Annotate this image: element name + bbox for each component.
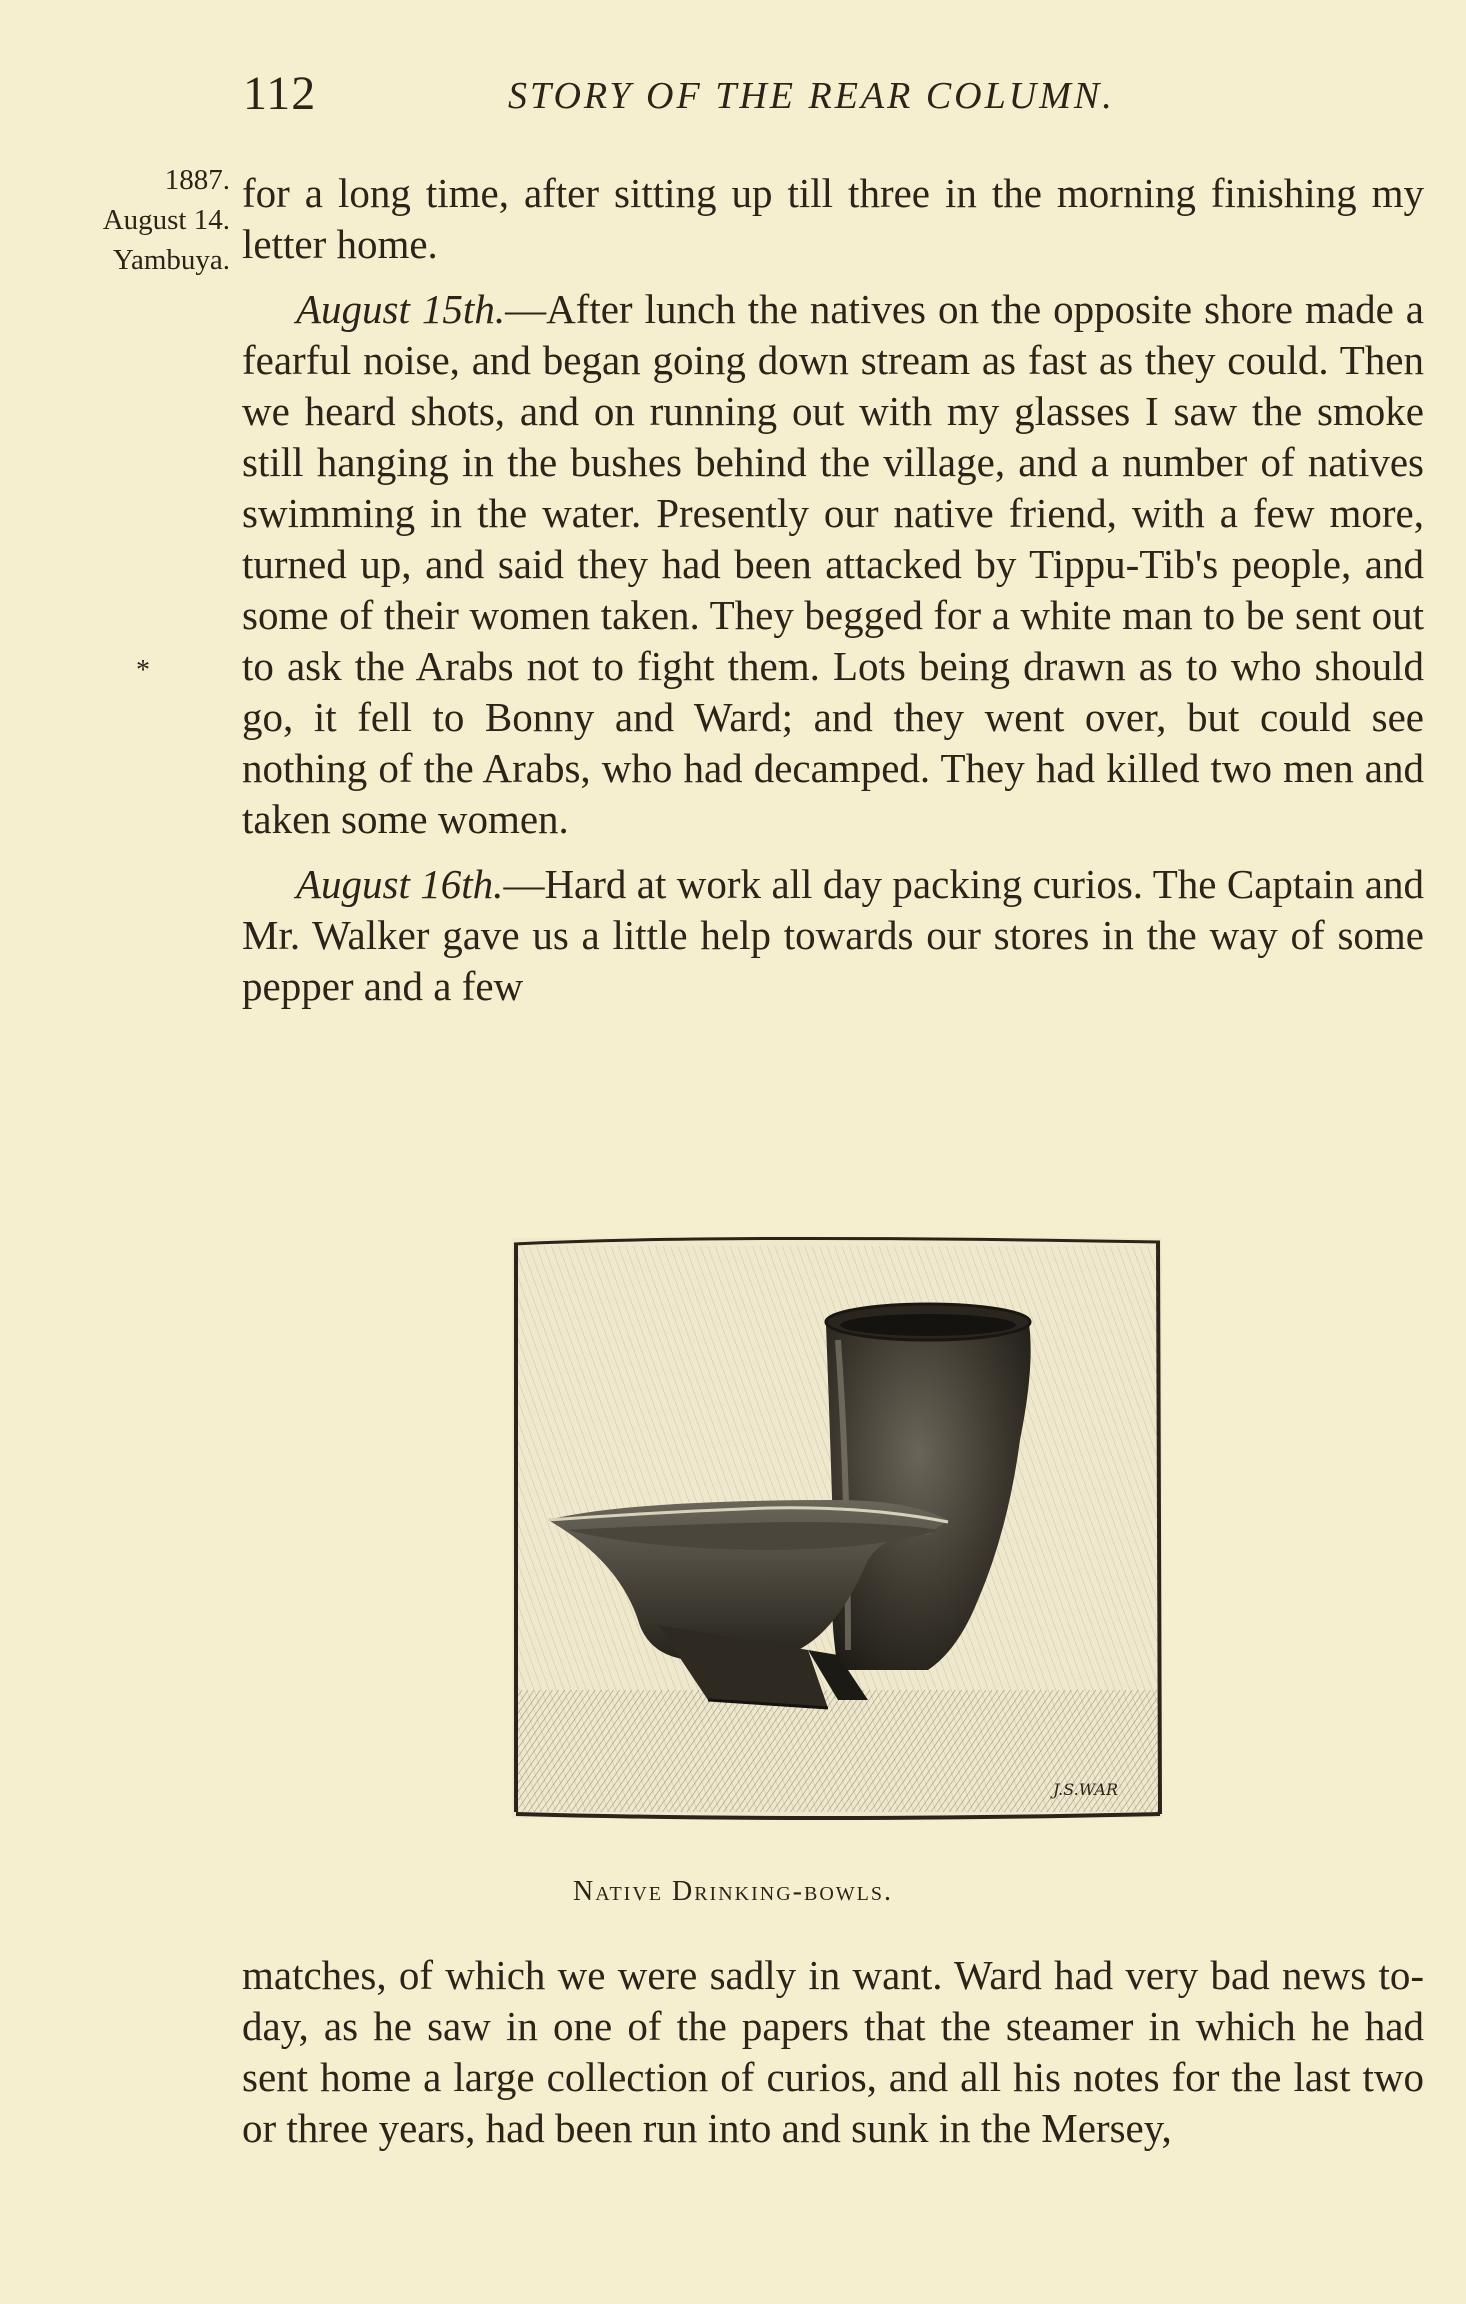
running-head: STORY OF THE REAR COLUMN.: [508, 75, 1115, 117]
drinking-bowls-engraving: [508, 1230, 1168, 1830]
engraver-signature: J.S.WAR: [1053, 1780, 1118, 1799]
text-block-top: [242, 168, 1424, 1012]
margin-note: [40, 160, 230, 280]
margin-star: *: [136, 655, 150, 686]
paragraph-august-16: [242, 859, 1424, 1012]
page-number: 112: [243, 67, 317, 120]
paragraph-continuation: for a long time, after sitting up till three in the morning finishing my letter home.: [242, 170, 1424, 267]
date-august-15: August 15th.: [296, 286, 506, 332]
margin-place: Yambuya.: [112, 244, 230, 276]
illustration-drinking-bowls: [508, 1230, 1168, 1830]
paragraph-continued: matches, of which we were sadly in want. Ward had very bad news to-day, as he saw in one of the papers that the steamer in which he had sent home a large collection of curios, and all his notes for the last two or three years, had been run into and sunk in the Mersey,: [242, 1952, 1424, 2151]
margin-year: 1887.: [164, 164, 230, 196]
paragraph-august-16-text: —Hard at work all day packing curios. The Captain and Mr. Walker gave us a little help towards our stores in the way of some pepper and a few: [242, 861, 1424, 1009]
date-august-16: August 16th.: [296, 861, 504, 907]
margin-date: August 14.: [102, 204, 230, 236]
paragraph-august-15-text: —After lunch the natives on the opposite shore made a fearful noise, and began going down stream as fast as they could. Then we heard shots, and on running out with my glasses I saw the smoke still hanging in the bushes behind the village, and a number of natives swimming in the water. Presently our native friend, with a few more, turned up, and said they had been attacked by Tippu-Tib's people, and some of their women taken. They begged for a white man to be sent out to ask the Arabs not to fight them. Lots being drawn as to who should go, it fell to Bonny and Ward; and they went over, but could see nothing of the Arabs, who had decamped. They had killed two men and taken some women.: [242, 286, 1424, 842]
figure-caption: Native Drinking-bowls.: [573, 1876, 893, 1907]
text-block-bottom: [242, 1950, 1424, 2154]
paragraph-august-15: [242, 284, 1424, 845]
